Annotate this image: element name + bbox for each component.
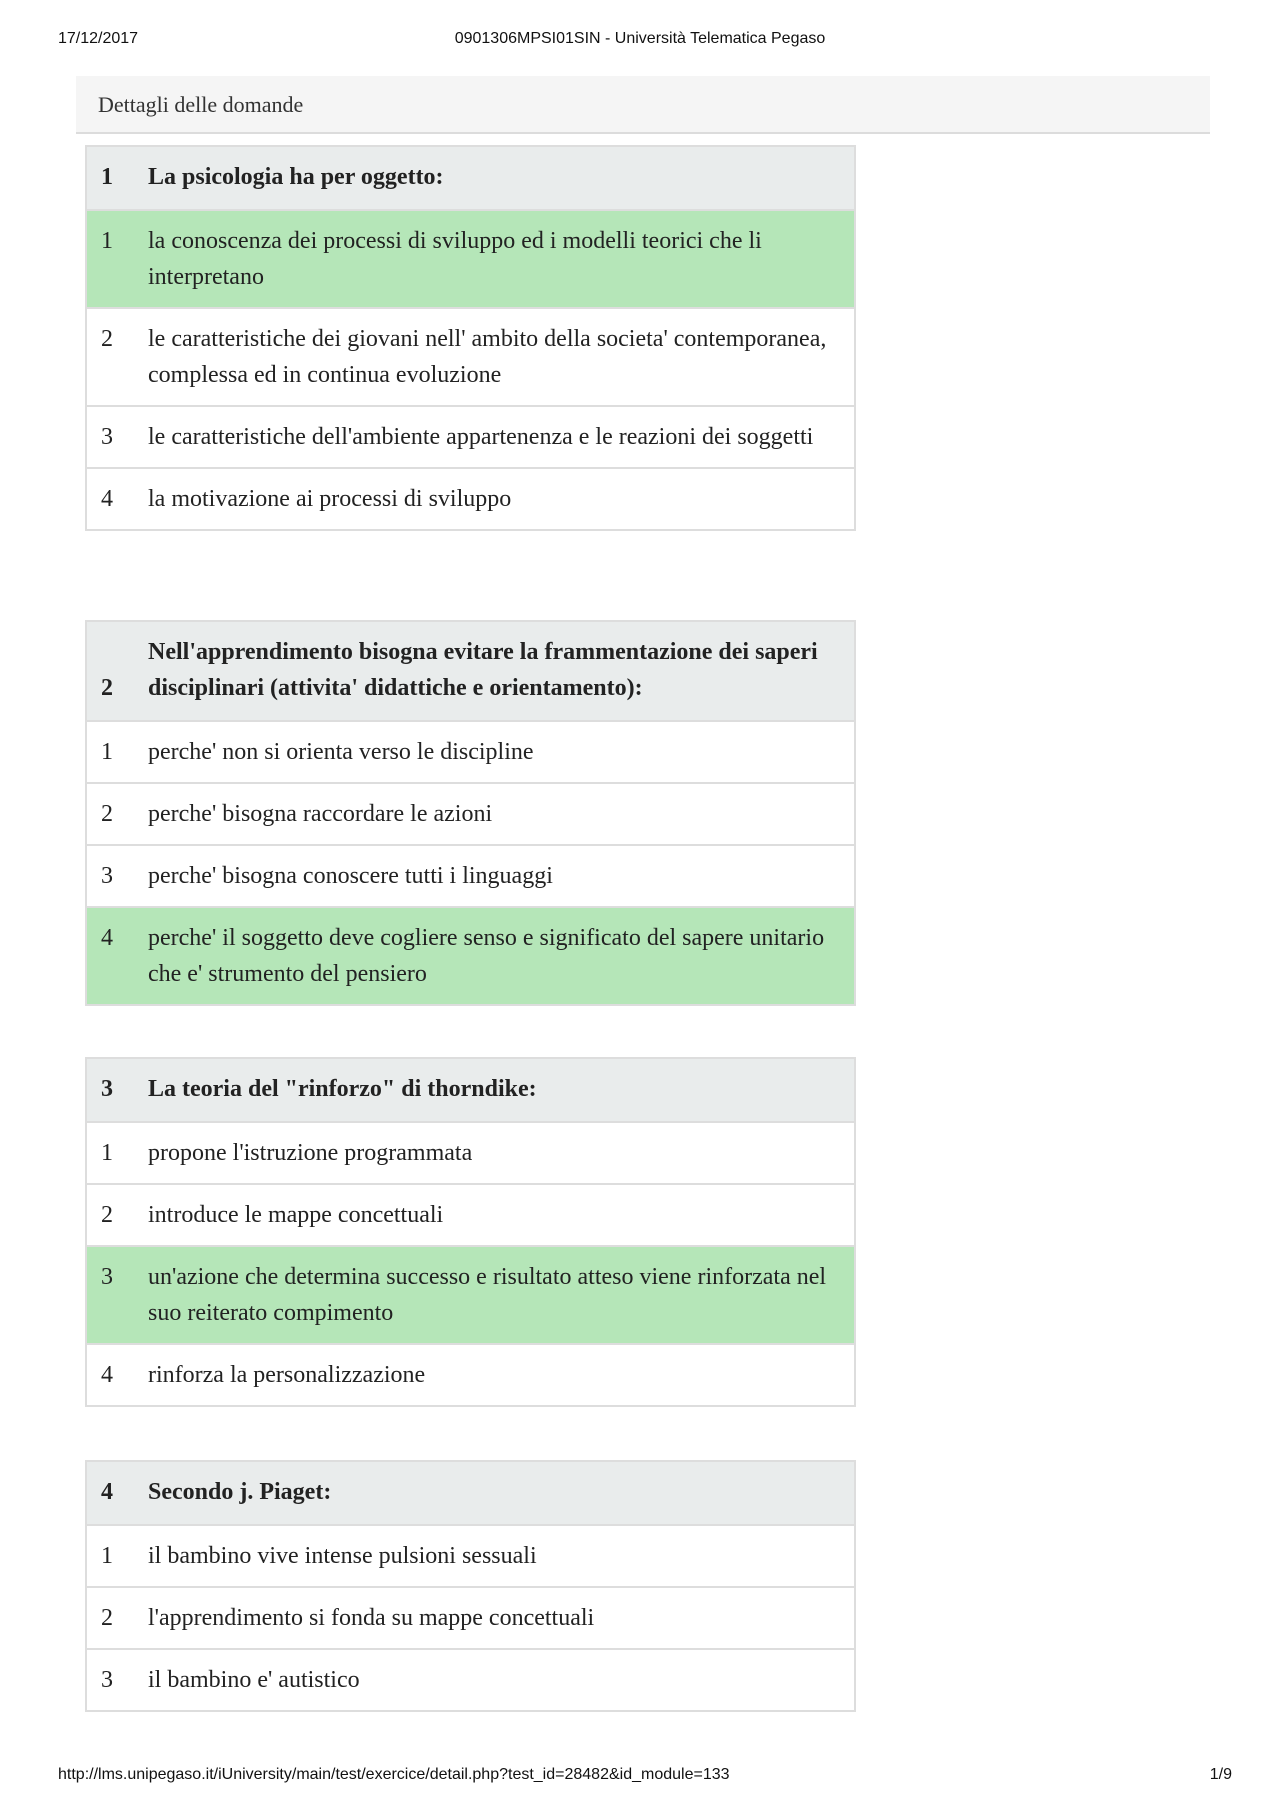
answer-text: il bambino e' autistico <box>148 1649 855 1711</box>
answer-text: perche' bisogna conoscere tutti i linguaggi <box>148 845 855 907</box>
answer-number: 3 <box>86 1246 148 1344</box>
answer-row <box>86 468 855 530</box>
panel-title: Dettagli delle domande <box>98 92 304 117</box>
answer-text: un'azione che determina successo e risultato atteso viene rinforzata nel suo reiterato compimento <box>148 1246 855 1344</box>
answer-row <box>86 783 855 845</box>
answer-text: propone l'istruzione programmata <box>148 1122 855 1184</box>
answer-row <box>86 1587 855 1649</box>
answer-row <box>86 1122 855 1184</box>
answer-number: 3 <box>86 406 148 468</box>
print-header <box>0 30 1280 54</box>
answer-number: 1 <box>86 1122 148 1184</box>
print-date: 17/12/2017 <box>58 30 139 47</box>
question-number: 2 <box>86 621 148 721</box>
answer-number: 3 <box>86 845 148 907</box>
answer-text: la motivazione ai processi di sviluppo <box>148 468 855 530</box>
question-block-2 <box>85 620 856 1006</box>
question-number: 4 <box>86 1461 148 1525</box>
answer-number: 2 <box>86 783 148 845</box>
question-block-1 <box>85 145 856 531</box>
answer-row <box>86 406 855 468</box>
answer-text: l'apprendimento si fonda su mappe concettuali <box>148 1587 855 1649</box>
answer-number: 3 <box>86 1649 148 1711</box>
answer-row <box>86 721 855 783</box>
answer-number: 4 <box>86 468 148 530</box>
answer-number: 1 <box>86 1525 148 1587</box>
answer-number: 4 <box>86 907 148 1005</box>
answer-number: 2 <box>86 1184 148 1246</box>
page-number: 1/9 <box>1209 1766 1232 1783</box>
answer-row <box>86 1649 855 1711</box>
question-header <box>86 621 855 721</box>
answer-number: 1 <box>86 210 148 308</box>
answer-text: rinforza la personalizzazione <box>148 1344 855 1406</box>
answer-text: perche' bisogna raccordare le azioni <box>148 783 855 845</box>
answer-row-correct <box>86 1246 855 1344</box>
answer-text: perche' non si orienta verso le discipline <box>148 721 855 783</box>
answer-number: 4 <box>86 1344 148 1406</box>
question-text: La teoria del "rinforzo" di thorndike: <box>148 1058 855 1122</box>
answer-row <box>86 1344 855 1406</box>
answer-row <box>86 1525 855 1587</box>
print-url: http://lms.unipegaso.it/iUniversity/main/test/exercice/detail.php?test_id=28482&id_module=133 <box>58 1766 730 1783</box>
panel-heading <box>76 76 1210 134</box>
answer-text: la conoscenza dei processi di sviluppo ed i modelli teorici che li interpretano <box>148 210 855 308</box>
answer-row <box>86 845 855 907</box>
question-text: Nell'apprendimento bisogna evitare la frammentazione dei saperi disciplinari (attivita' didattiche e orientamento): <box>148 621 855 721</box>
question-number: 3 <box>86 1058 148 1122</box>
question-header <box>86 1461 855 1525</box>
answer-row-correct <box>86 210 855 308</box>
answer-text: il bambino vive intense pulsioni sessuali <box>148 1525 855 1587</box>
answer-row <box>86 1184 855 1246</box>
question-header <box>86 1058 855 1122</box>
answer-text: perche' il soggetto deve cogliere senso e significato del sapere unitario che e' strumento del pensiero <box>148 907 855 1005</box>
answer-row <box>86 308 855 406</box>
question-text: Secondo j. Piaget: <box>148 1461 855 1525</box>
question-block-3 <box>85 1057 856 1407</box>
answer-text: le caratteristiche dei giovani nell' ambito della societa' contemporanea, complessa ed in continua evoluzione <box>148 308 855 406</box>
answer-text: introduce le mappe concettuali <box>148 1184 855 1246</box>
answer-text: le caratteristiche dell'ambiente appartenenza e le reazioni dei soggetti <box>148 406 855 468</box>
print-footer <box>0 1766 1280 1790</box>
question-header <box>86 146 855 210</box>
question-text: La psicologia ha per oggetto: <box>148 146 855 210</box>
answer-number: 2 <box>86 1587 148 1649</box>
question-block-4 <box>85 1460 856 1712</box>
answer-row-correct <box>86 907 855 1005</box>
question-number: 1 <box>86 146 148 210</box>
answer-number: 1 <box>86 721 148 783</box>
print-title: 0901306MPSI01SIN - Università Telematica Pegaso <box>454 30 826 47</box>
answer-number: 2 <box>86 308 148 406</box>
